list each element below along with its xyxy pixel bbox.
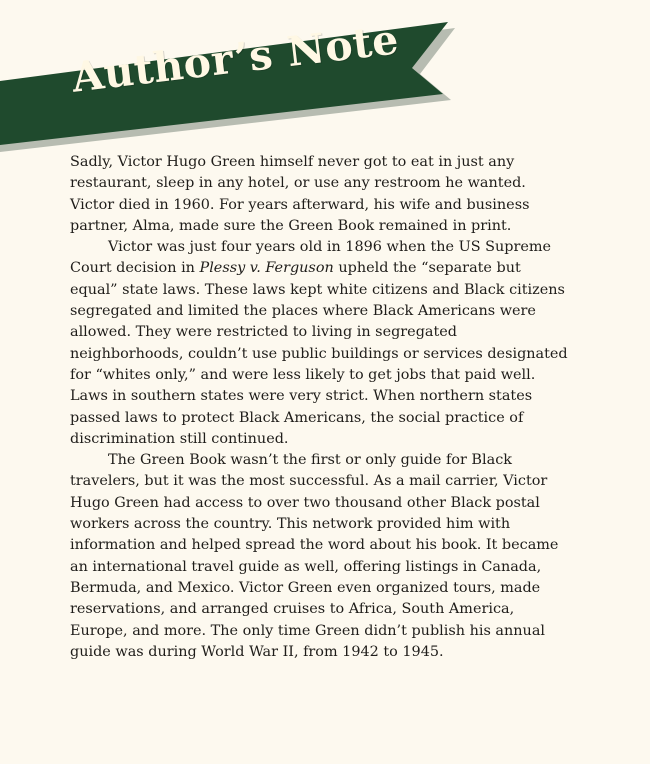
- paragraph-1: Sadly, Victor Hugo Green himself never got to eat in just any restaurant, sleep in any hotel, or use any restroom he wanted. Victor died in 1960. For years afterward, his wife and business partner, Alma, made sure the Green Book remained in print.: [70, 154, 530, 234]
- paragraph-3: The Green Book wasn’t the first or only guide for Black travelers, but it was the most successful. As a mail carrier, Victor Hugo Green had access to over two thousand other Black postal workers across the country. This network provided him with information and helped spread the word about his book. It became an international travel guide as well, offering listings in Canada, Bermuda, and Mexico. Victor Green even organized tours, made reservations, and arranged cruises to Africa, South America, Europe, and more. The only time Green didn’t publish his annual guide was during World War II, from 1942 to 1945.: [70, 452, 559, 660]
- court-case-name: Plessy v. Ferguson: [199, 260, 334, 277]
- paragraph-2-text-before: Victor was just four years old in 1896 when the US Supreme Court decision in: [70, 239, 552, 277]
- page-title: Author’s Note: [69, 15, 402, 102]
- paragraph-2-text-after: upheld the “separate but equal” state laws. These laws kept white citizens and Black citizens segregated and limited the places where Black Americans were allowed. They were restricted to living in segregated neighborhoods, couldn’t use public buildings or services designated for “whites only,” and were less likely to get jobs that paid well. Laws in southern states were very strict. When northern states passed laws to protect Black Americans, the social practice of discrimination still continued.: [70, 260, 568, 447]
- paragraph-2: [70, 237, 570, 450]
- note-body: [70, 152, 570, 663]
- authors-note-banner: [0, 0, 650, 160]
